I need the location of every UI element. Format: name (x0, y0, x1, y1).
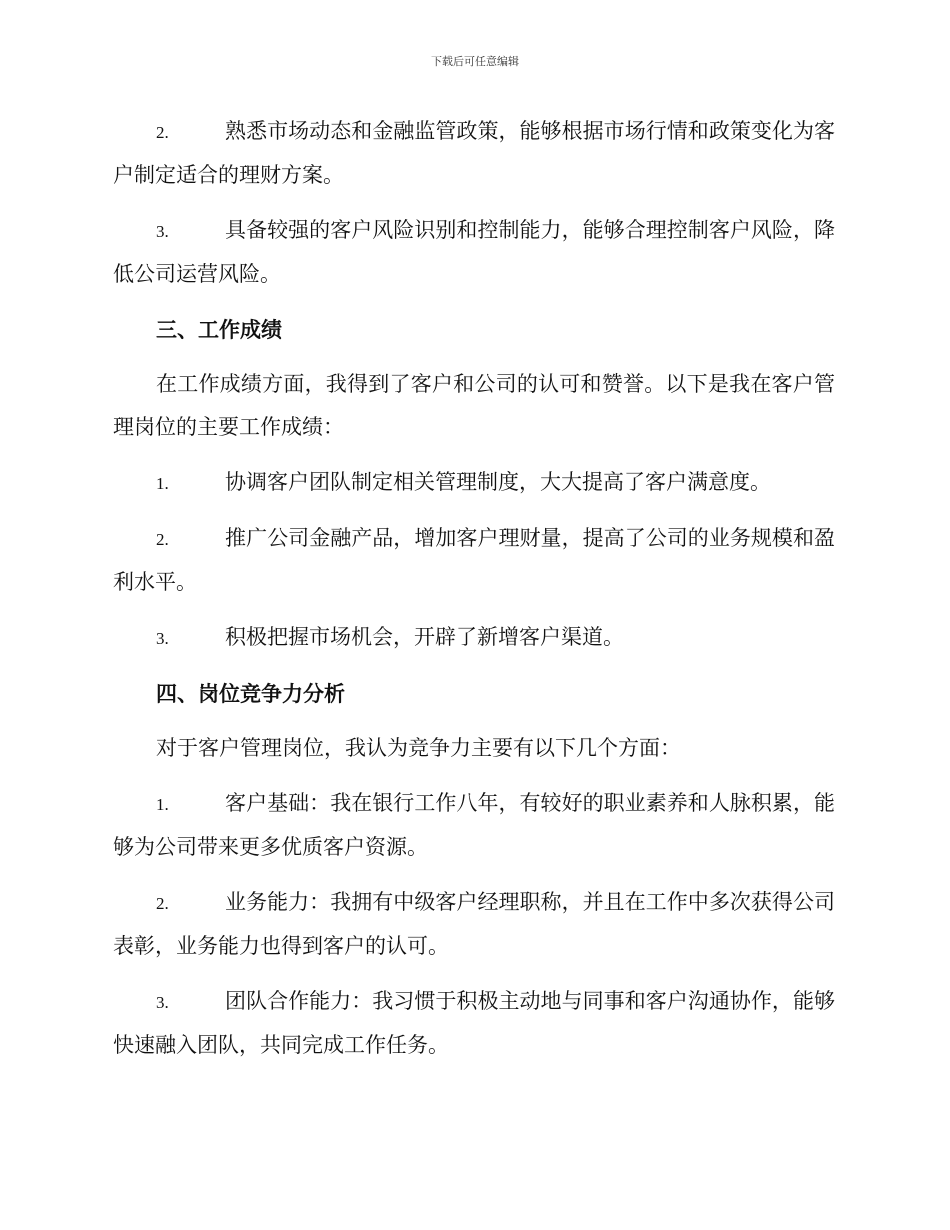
list-text: 推广公司金融产品，增加客户理财量，提高了公司的业务规模和盈利水平。 (113, 526, 835, 594)
paragraph: 对于客户管理岗位，我认为竞争力主要有以下几个方面： (156, 736, 681, 760)
paragraph: 在工作成绩方面，我得到了客户和公司的认可和赞誉。以下是我在客户管理岗位的主要工作成绩： (113, 372, 835, 439)
list-item (113, 461, 835, 505)
section-heading: 三、工作成绩 (156, 317, 282, 342)
list-number: 3. (156, 629, 169, 648)
list-text: 业务能力：我拥有中级客户经理职称，并且在工作中多次获得公司表彰，业务能力也得到客户的认可。 (113, 890, 835, 958)
list-text: 协调客户团队制定相关管理制度，大大提高了客户满意度。 (225, 470, 771, 494)
list-item (113, 110, 835, 197)
list-number: 2. (156, 894, 169, 913)
list-number: 1. (156, 795, 169, 814)
list-text: 客户基础：我在银行工作八年，有较好的职业素养和人脉积累，能够为公司带来更多优质客户资源。 (113, 791, 835, 859)
list-number: 3. (156, 993, 169, 1012)
list-item (113, 980, 835, 1067)
page-header: 下载后可任意编辑 (431, 55, 519, 68)
list-number: 1. (156, 474, 169, 493)
list-item (113, 209, 835, 296)
list-number: 2. (156, 123, 169, 142)
section-heading: 四、岗位竞争力分析 (156, 681, 345, 706)
list-text: 熟悉市场动态和金融监管政策，能够根据市场行情和政策变化为客户制定适合的理财方案。 (113, 119, 835, 187)
list-text: 积极把握市场机会，开辟了新增客户渠道。 (225, 625, 624, 649)
document-body (113, 110, 835, 1079)
list-item (113, 881, 835, 968)
list-number: 3. (156, 222, 169, 241)
list-number: 2. (156, 530, 169, 549)
list-text: 具备较强的客户风险识别和控制能力，能够合理控制客户风险，降低公司运营风险。 (113, 218, 835, 286)
list-item (113, 782, 835, 869)
list-item (113, 616, 835, 660)
list-text: 团队合作能力：我习惯于积极主动地与同事和客户沟通协作，能够快速融入团队，共同完成工作任务。 (113, 989, 835, 1057)
list-item (113, 517, 835, 604)
